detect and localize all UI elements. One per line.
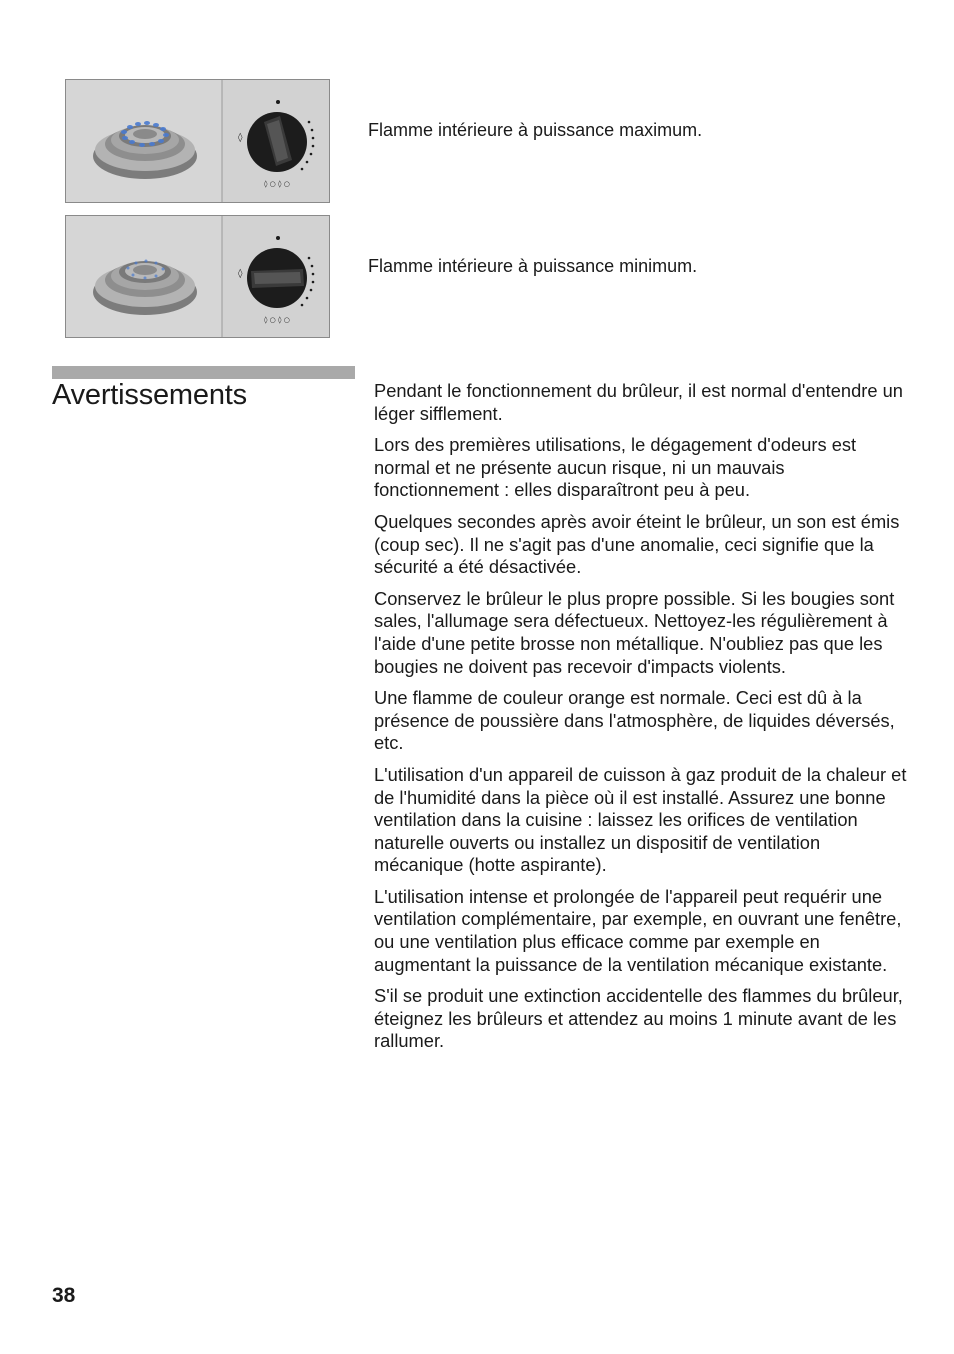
paragraph: L'utilisation d'un appareil de cuisson à gaz produit de la chaleur et de l'humidité dans la pièce où il est installé. Assurez une bonne ventilation dans la cuisine : laissez les orifices de ventilation naturelle ouverts ou installez un dispositif de ventilation mécanique (hotte aspirante). [374,763,907,876]
section-title: Avertissements [52,379,247,411]
paragraph: S'il se produit une extinction accidentelle des flammes du brûleur, éteignez les brûleurs et attendez au moins 1 minute avant de les rallumer. [374,985,903,1052]
figure-caption-minimum: Flamme intérieure à puissance minimum. [368,256,698,276]
svg-text:◊ ○ ◊ ○: ◊ ○ ◊ ○ [264,316,290,324]
svg-text:◊ ○ ◊ ○: ◊ ○ ◊ ○ [264,180,290,188]
paragraph: Quelques secondes après avoir éteint le brûleur, un son est émis (coup sec). Il ne s'agit pas d'une anomalie, ceci signifie que la sécurité a été désactivée. [374,510,900,578]
paragraph: Pendant le fonctionnement du brûleur, il est normal d'entendre un léger sifflement. [374,380,903,424]
paragraph: Une flamme de couleur orange est normale. Ceci est dû à la présence de poussière dans l'atmosphère, de liquides déversés, etc. [374,687,895,754]
paragraph: Conservez le brûleur le plus propre possible. Si les bougies sont sales, l'allumage sera défectueux. Nettoyez-les régulièrement à l'aide d'une petite brosse non métallique. N'oubliez pas que les bougies ne doivent pas recevoir d'impacts violents. [374,587,895,677]
page-number: 38 [52,1284,76,1307]
paragraph: L'utilisation intense et prolongée de l'appareil peut requérir une ventilation complémentaire, par exemple, en ouvrant une fenêtre, ou une ventilation plus efficace comme par exemple en augmentant la puissance de la ventilation mécanique existante. [374,885,902,975]
section-body [374,380,910,1062]
svg-text:◊: ◊ [238,269,243,279]
figure-caption-maximum: Flamme intérieure à puissance maximum. [368,120,703,140]
burner-maximum-illustration [65,79,330,203]
burner-minimum-illustration [65,215,330,338]
svg-text:◊: ◊ [238,133,243,143]
paragraph: Lors des premières utilisations, le dégagement d'odeurs est normal et ne présente aucun risque, ni un mauvais fonctionnement : elles disparaîtront peu à peu. [374,434,857,501]
